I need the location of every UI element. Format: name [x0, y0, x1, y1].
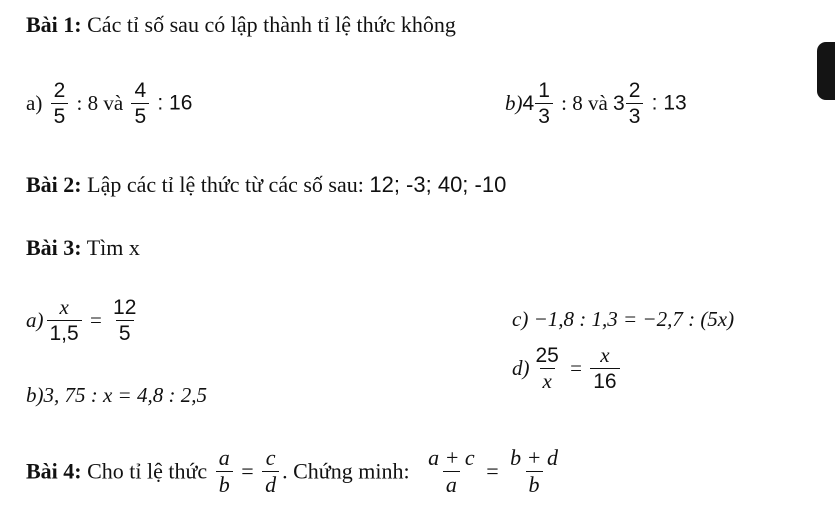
part-c-expression: c) −1,8 : 1,3 = −2,7 : (5x): [512, 307, 735, 331]
bai1-label: Bài 1:: [26, 12, 82, 37]
fraction-25-x: [533, 345, 562, 392]
fraction-numerator: b + d: [510, 445, 558, 470]
bai2-label: Bài 2:: [26, 172, 82, 197]
part-b-prefix: b): [505, 91, 523, 115]
fraction-denominator: 5: [116, 320, 134, 344]
bai3-label: Bài 3:: [26, 235, 82, 260]
fraction-denominator: d: [262, 471, 279, 496]
bai4-after-text: . Chứng minh:: [282, 458, 410, 484]
fraction-2-3: [626, 80, 644, 127]
fraction-c-d: [262, 447, 279, 496]
bai2-numbers: 12; -3; 40; -10: [369, 172, 507, 197]
and-word: và: [103, 91, 124, 115]
ratio-term: : 8: [76, 91, 99, 115]
fraction-numerator: a + c: [428, 445, 475, 470]
fraction-denominator: b: [216, 471, 233, 496]
mixed-number-3-2-3: [613, 80, 646, 127]
fraction-denominator: 5: [131, 103, 149, 127]
bai3-part-b: [26, 383, 207, 408]
bai3-part-a: [26, 297, 142, 344]
fraction-2-5: [51, 80, 69, 127]
bai4-line: [26, 447, 564, 496]
fraction-numerator: x: [59, 295, 69, 319]
bai3-part-c: [512, 307, 734, 332]
fraction-numerator: c: [265, 445, 276, 470]
bai4-label: Bài 4:: [26, 458, 82, 484]
fraction-a-b: [216, 447, 233, 496]
fraction-numerator: 2: [53, 79, 66, 102]
fraction-x-16: [590, 345, 619, 392]
fraction-numerator: 12: [113, 296, 137, 319]
fraction-numerator: 1: [538, 79, 550, 102]
bai1-title: Các tỉ số sau có lập thành tỉ lệ thức không: [87, 12, 456, 37]
fraction-12-5: [110, 297, 139, 344]
whole-part: 3: [613, 91, 625, 115]
fraction-numerator: 4: [134, 79, 147, 102]
fraction-b-plus-d-over-b: [507, 447, 561, 496]
bai2-heading: [26, 172, 506, 198]
fraction-denominator: b: [526, 471, 543, 496]
ratio-term: : 8: [561, 91, 583, 115]
bai3-heading: [26, 235, 140, 261]
fraction-denominator: 3: [626, 103, 644, 127]
mixed-number-4-1-3: [523, 80, 556, 127]
fraction-numerator: a: [218, 445, 230, 470]
ratio-term: : 13: [651, 91, 687, 115]
equals-sign: =: [89, 308, 102, 332]
fraction-x-1-5: [47, 297, 82, 344]
fraction-1-3: [535, 80, 553, 127]
equals-sign: =: [486, 458, 499, 484]
fraction-numerator: 2: [628, 79, 641, 102]
fraction-denominator: a: [443, 471, 460, 496]
fraction-denominator: 3: [535, 103, 553, 127]
fraction-numerator: 25: [535, 344, 559, 367]
bai1-part-a: [26, 80, 192, 127]
part-d-prefix: d): [512, 356, 530, 380]
bai3-part-d: [512, 345, 623, 392]
ratio-term: : 16: [157, 91, 193, 115]
bai2-text: Lập các tỉ lệ thức từ các số sau:: [87, 172, 364, 197]
bai4-text: Cho tỉ lệ thức: [87, 458, 208, 484]
fraction-denominator: 16: [590, 368, 619, 392]
fraction-numerator: x: [600, 343, 610, 367]
fraction-denominator: 5: [51, 103, 69, 127]
bai1-part-b: [505, 80, 687, 127]
fraction-denominator: x: [540, 368, 555, 392]
part-b-expression: b)3, 75 : x = 4,8 : 2,5: [26, 383, 207, 407]
bai3-text: Tìm x: [86, 235, 140, 260]
and-word: và: [587, 91, 608, 115]
whole-part: 4: [522, 91, 535, 115]
part-a-prefix: a): [26, 308, 44, 332]
equals-sign: =: [241, 458, 254, 484]
fraction-denominator: 1,5: [47, 320, 82, 344]
bai1-heading: [26, 12, 456, 38]
equals-sign: =: [570, 356, 582, 380]
fraction-a-plus-c-over-a: [425, 447, 478, 496]
edge-tab: [817, 42, 835, 100]
part-a-prefix: a): [26, 91, 43, 115]
fraction-4-5: [131, 80, 149, 127]
